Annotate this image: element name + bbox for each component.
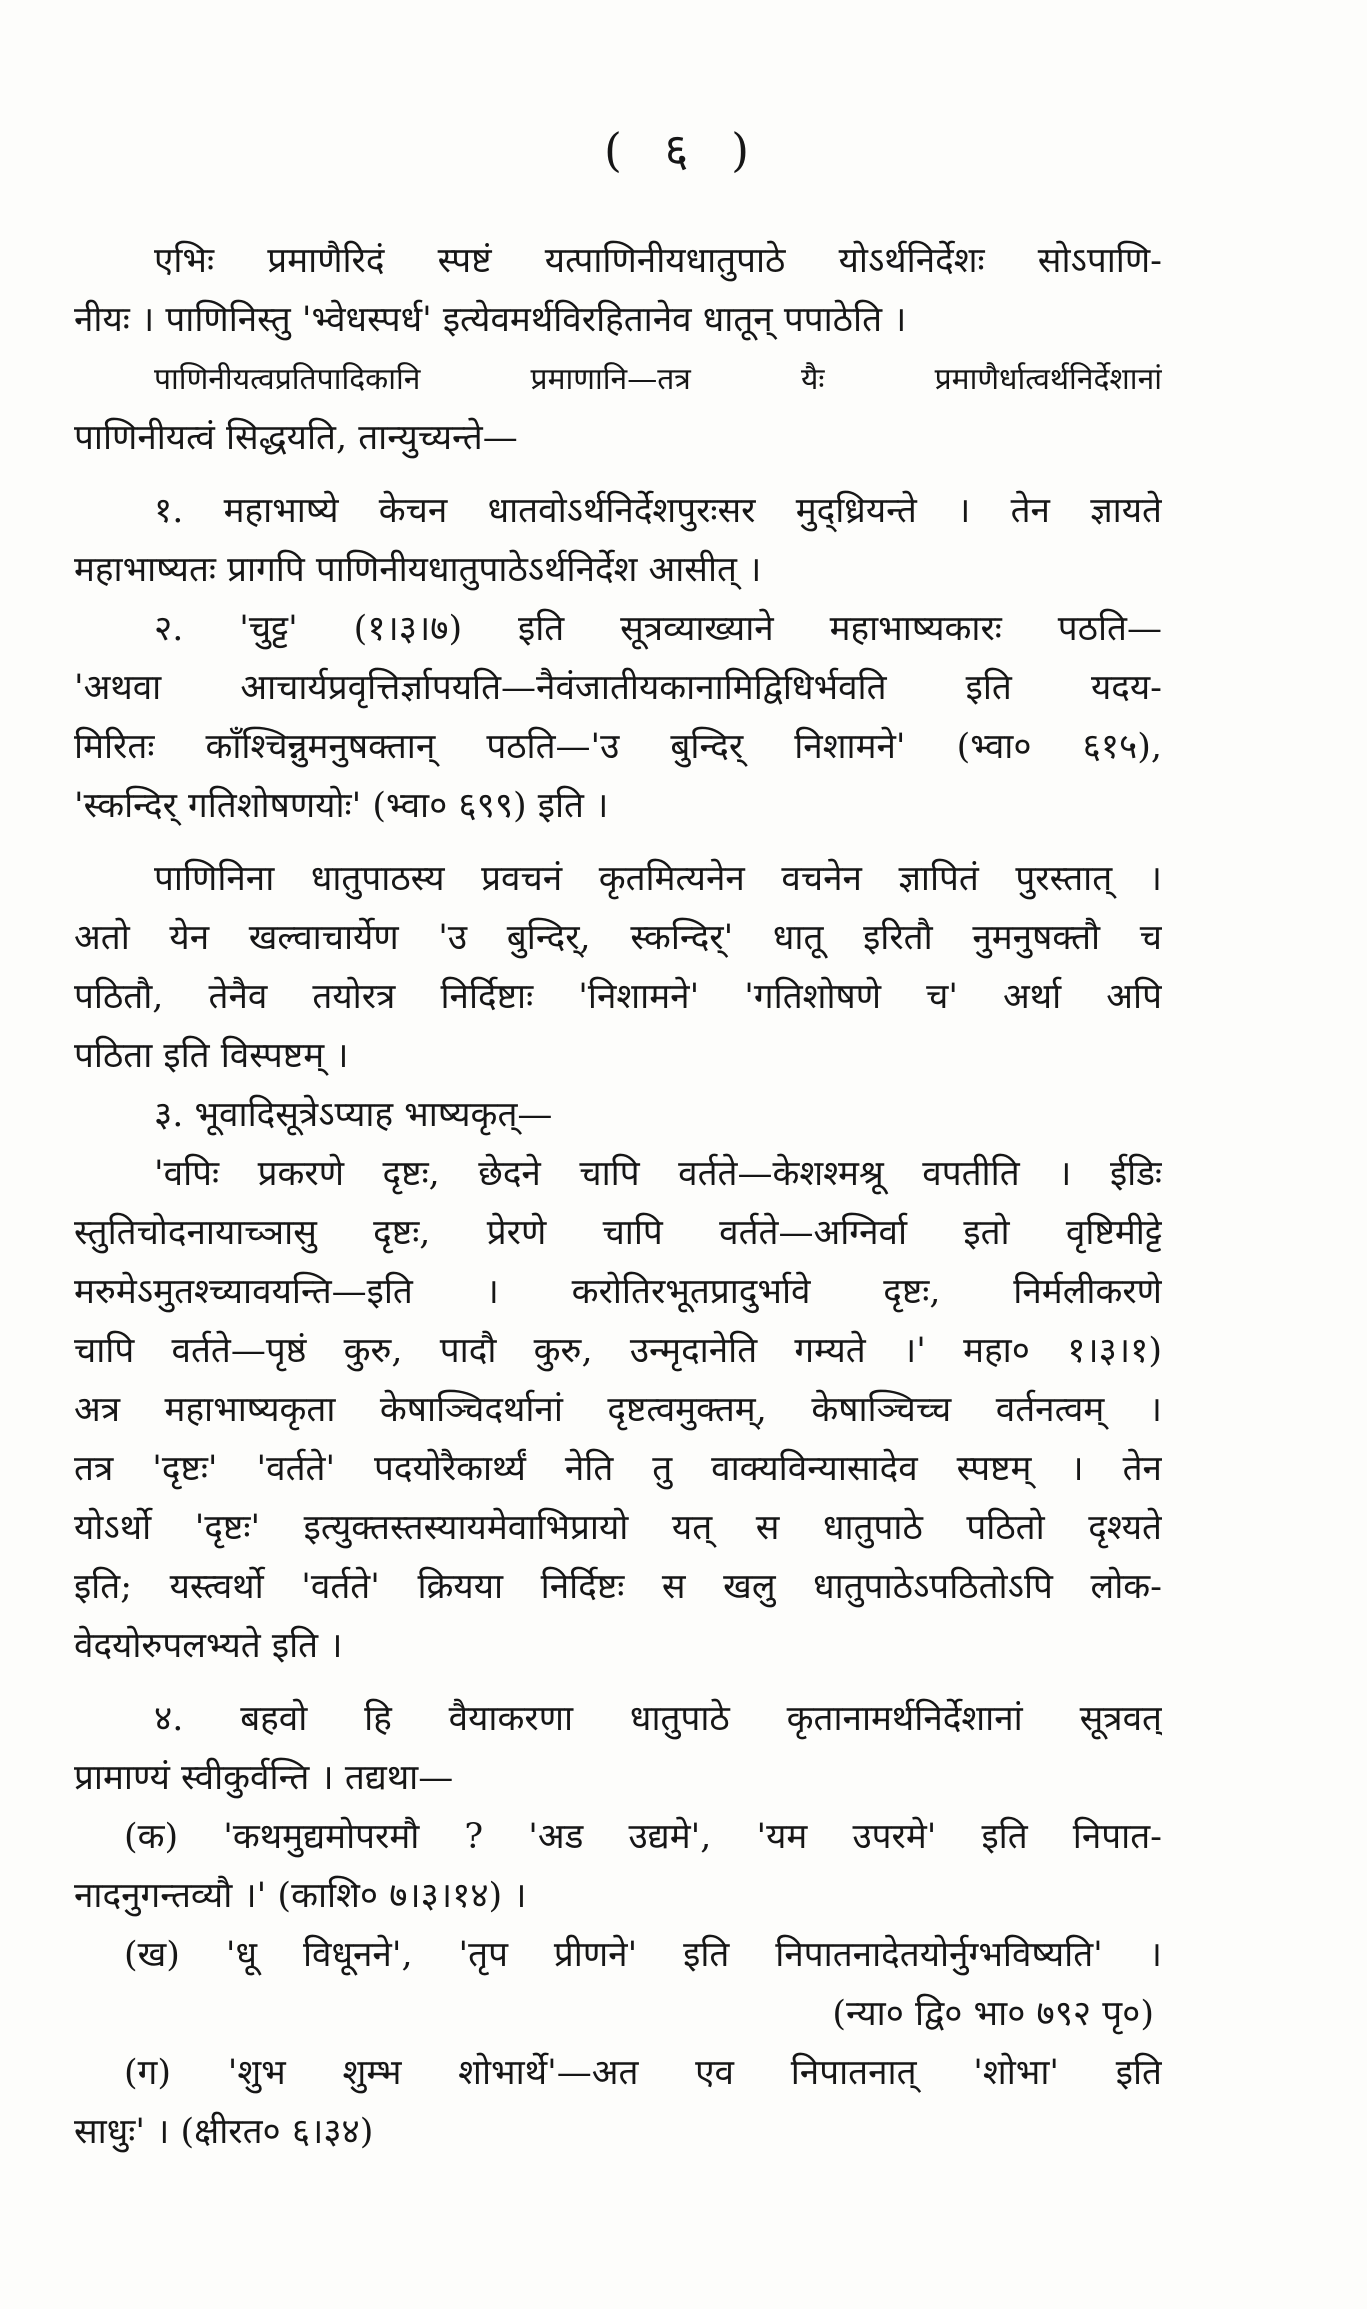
document-body (74, 232, 1162, 2162)
paragraph-line: नीयः । पाणिनिस्तु 'भ्वेधस्पर्ध' इत्येवमर्थविरहितानेव धातून् पपाठेति । (74, 300, 907, 340)
quote-line: 'वपिः प्रकरणे दृष्टः, छेदने चापि वर्तते—केशश्मश्रू वपतीति । ईडिः (154, 1154, 1162, 1194)
paragraph-line: तत्र 'दृष्टः' 'वर्तते' पदयोरैकार्थ्यं नेति तु वाक्यविन्यासादेव स्पष्टम् । तेन (74, 1449, 1162, 1489)
paragraph-line: ४. बहवो हि वैयाकरणा धातुपाठे कृतानामर्थनिर्देशानां सूत्रवत् (154, 1699, 1162, 1739)
paragraph-line: ३. भूवादिसूत्रेऽप्याह भाष्यकृत्— (154, 1095, 553, 1135)
example-line: (ग) 'शुभ शुम्भ शोभार्थे'—अत एव निपातनात् 'शोभा' इति (124, 2053, 1162, 2093)
citation-line: (न्या० द्वि० भा० ७९२ पृ०) (832, 1994, 1154, 2034)
paragraph-line: पाणिनिना धातुपाठस्य प्रवचनं कृतमित्यनेन वचनेन ज्ञापितं पुरस्तात् । (154, 859, 1162, 899)
paragraph-line: पाणिनीयत्वं सिद्धयति, तान्युच्यन्ते— (74, 418, 518, 458)
paragraph-line: महाभाष्यतः प्रागपि पाणिनीयधातुपाठेऽर्थनिर्देश आसीत् । (74, 550, 762, 590)
paragraph-line: अत्र महाभाष्यकृता केषाञ्चिदर्थानां दृष्टत्वमुक्तम्, केषाञ्चिच्च वर्तनत्वम् । (74, 1390, 1162, 1430)
spacer (74, 468, 1162, 482)
example-line: (ख) 'धू विधूनने', 'तृप प्रीणने' इति निपातनादेतयोर्नुग्भविष्यति' । (124, 1935, 1162, 1975)
paragraph-line: एभिः प्रमाणैरिदं स्पष्टं यत्पाणिनीयधातुपाठे योऽर्थनिर्देशः सोऽपाणि- (154, 241, 1162, 281)
quote-line: चापि वर्तते—पृष्ठं कुरु, पादौ कुरु, उन्मृदानेति गम्यते ।' महा० १।३।१) (74, 1331, 1162, 1371)
page-number: ( ६ ) (603, 123, 764, 177)
paragraph-line: प्रामाण्यं स्वीकुर्वन्ति । तद्यथा— (74, 1758, 454, 1798)
paragraph-line: मिरितः काँश्चिन्नुमनुषक्तान् पठति—'उ बुन्दिर् निशामने' (भ्वा० ६१५), (74, 727, 1162, 767)
paragraph-line: अतो येन खल्वाचार्येण 'उ बुन्दिर्, स्कन्दिर्' धातू इरितौ नुमनुषक्तौ च (74, 918, 1162, 958)
section-heading: पाणिनीयत्वप्रतिपादिकानि प्रमाणानि—तत्र यैः प्रमाणैर्धात्वर्थनिर्देशानां (154, 362, 1162, 397)
quote-line: स्तुतिचोदनायाच्ञासु दृष्टः, प्रेरणे चापि वर्तते—अग्निर्वा इतो वृष्टिमीट्टे (74, 1213, 1162, 1253)
paragraph-line: योऽर्थो 'दृष्टः' इत्युक्तस्तस्यायमेवाभिप्रायो यत् स धातुपाठे पठितो दृश्यते (74, 1508, 1162, 1548)
paragraph-line: वेदयोरुपलभ्यते इति । (74, 1626, 343, 1666)
paragraph-line: इति; यस्त्वर्थो 'वर्तते' क्रियया निर्दिष्टः स खलु धातुपाठेऽपठितोऽपि लोक- (74, 1567, 1162, 1607)
paragraph-line: २. 'चुट्ट' (१।३।७) इति सूत्रव्याख्याने महाभाष्यकारः पठति— (154, 609, 1162, 649)
example-line: (क) 'कथमुद्यमोपरमौ ? 'अड उद्यमे', 'यम उपरमे' इति निपात- (124, 1817, 1162, 1857)
example-line: साधुः' । (क्षीरत० ६।३४) (74, 2112, 374, 2152)
paragraph-line: पठितौ, तेनैव तयोरत्र निर्दिष्टाः 'निशामने' 'गतिशोषणे च' अर्था अपि (74, 977, 1162, 1017)
paragraph-line: १. महाभाष्ये केचन धातवोऽर्थनिर्देशपुरःसर मुद्ध्रियन्ते । तेन ज्ञायते (154, 491, 1162, 531)
example-line: नादनुगन्तव्यौ ।' (काशि० ७।३।१४) । (74, 1876, 527, 1916)
spacer (74, 836, 1162, 850)
paragraph-line: 'स्कन्दिर् गतिशोषणयोः' (भ्वा० ६९९) इति । (74, 786, 609, 826)
paragraph-line: पठिता इति विस्पष्टम् । (74, 1036, 349, 1076)
quote-line: मरुमेऽमुतश्च्यावयन्ति—इति । करोतिरभूतप्रादुर्भावे दृष्टः, निर्मलीकरणे (74, 1272, 1162, 1312)
paragraph-line: 'अथवा आचार्यप्रवृत्तिर्ज्ञापयति—नैवंजातीयकानामिद्विधिर्भवति इति यदय- (74, 668, 1162, 708)
spacer (74, 1676, 1162, 1690)
